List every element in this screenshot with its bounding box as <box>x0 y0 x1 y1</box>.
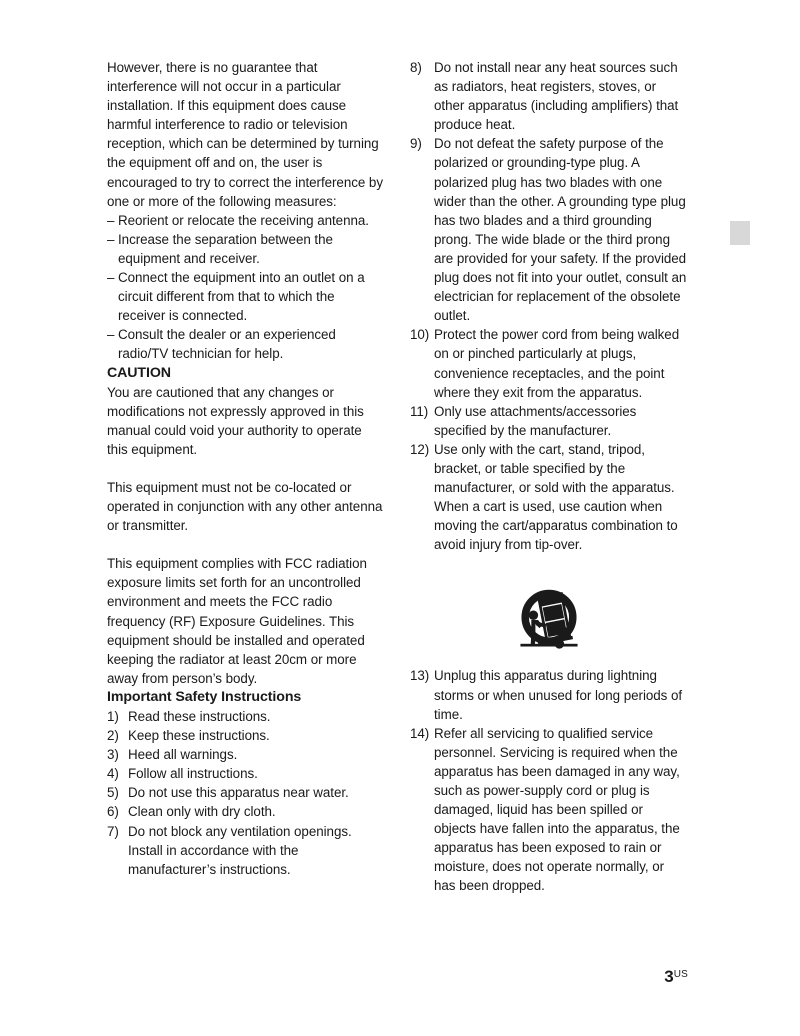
list-item-number: 14) <box>410 725 430 741</box>
page-footer <box>0 964 800 994</box>
list-item <box>107 822 383 879</box>
list-item-text: Use only with the cart, stand, tripod, bracket, or table specified by the manufacturer, or sold with the apparatus. When a cart is used, use caution when moving the cart/apparatus combination to avoid injury from tip-over. <box>434 441 678 553</box>
caution-heading: CAUTION <box>107 364 171 381</box>
portable-cart-tip-over-warning-icon <box>515 586 583 654</box>
list-item <box>107 745 383 764</box>
list-item-text: Do not use this apparatus near water. <box>128 785 349 801</box>
list-item-text: Do not block any ventilation openings. Install in accordance with the manufacturer’s instructions. <box>128 823 352 877</box>
list-item-text: Protect the power cord from being walked on or pinched particularly at plugs, convenience receptacles, and the point where they exit from the apparatus. <box>434 327 680 400</box>
list-item-number: 3) <box>107 747 119 763</box>
dash-bullet: – <box>107 327 115 343</box>
list-item-text: Increase the separation between the equipment and receiver. <box>118 231 333 266</box>
cart-warning-symbol-container <box>410 574 688 666</box>
list-item <box>107 268 383 325</box>
list-item-number: 13) <box>410 668 430 684</box>
list-item-text: Refer all servicing to qualified service personnel. Servicing is required when the apparatus has been damaged in any way, such as power-supply cord or plug is damaged, liquid has been spilled or objects have fallen into the apparatus, the apparatus has been exposed to rain or moisture, does not operate normally, or has been dropped. <box>434 725 680 894</box>
important-safety-instructions-heading: Important Safety Instructions <box>107 688 302 705</box>
list-item <box>410 440 688 555</box>
list-item-text: Connect the equipment into an outlet on a circuit different from that to which the receiver is connected. <box>118 270 365 324</box>
list-item-number: 10) <box>410 327 430 343</box>
dash-bullet: – <box>107 270 115 286</box>
list-item-number: 11) <box>410 403 429 419</box>
page-number-value: 3 <box>664 967 674 986</box>
list-item-number: 5) <box>107 785 119 801</box>
list-item-number: 4) <box>107 766 119 782</box>
list-item <box>410 325 688 401</box>
caution-paragraph-1: You are cautioned that any changes or modifications not expressly approved in this manual could void your authority to operate this equipment. <box>107 384 364 457</box>
list-item <box>107 211 383 230</box>
list-item-text: Reorient or relocate the receiving antenna. <box>118 212 369 228</box>
list-item-text: Unplug this apparatus during lightning storms or when unused for long periods of time. <box>434 668 683 722</box>
list-item-text: Heed all warnings. <box>128 747 238 763</box>
paragraph-spacer <box>107 535 383 554</box>
list-item-number: 7) <box>107 823 119 839</box>
dash-bullet: – <box>107 231 115 247</box>
list-item <box>410 58 688 134</box>
safety-instructions-list-left <box>107 707 383 879</box>
list-item-text: Keep these instructions. <box>128 728 270 744</box>
page-number-region-suffix: US <box>673 969 688 980</box>
list-item <box>107 325 383 363</box>
list-item-text: Do not defeat the safety purpose of the polarized or grounding-type plug. A polarized plug has two blades with one wider than the other. A grounding type plug has two blades and a third grounding prong. The wide blade or the third prong are provided for your safety. If the provided plug does not fit into your outlet, consult an electrician for replacement of the obsolete outlet. <box>434 136 687 324</box>
fcc-measures-list <box>107 211 383 364</box>
list-item-text: Only use attachments/accessories specified by the manufacturer. <box>434 403 637 438</box>
right-column <box>410 58 688 896</box>
list-item-number: 6) <box>107 804 119 820</box>
list-item <box>107 764 383 783</box>
page-number <box>664 964 688 988</box>
list-item-number: 9) <box>410 136 422 152</box>
list-item <box>107 707 383 726</box>
list-item <box>410 402 688 440</box>
list-item <box>107 230 383 268</box>
list-item-text: Consult the dealer or an experienced radio/TV technician for help. <box>118 327 336 362</box>
list-item <box>410 724 688 896</box>
list-item-text: Do not install near any heat sources such as radiators, heat registers, stoves, or other apparatus (including amplifiers) that produce heat. <box>434 60 679 133</box>
caution-paragraph-3: This equipment complies with FCC radiation exposure limits set forth for an uncontrolled environment and meets the FCC radio frequency (RF) Exposure Guidelines. This equipment should be installed and operated keeping the radiator at least 20cm or more away from person’s body. <box>107 556 367 686</box>
list-item-number: 8) <box>410 60 422 75</box>
list-item-number: 12) <box>410 441 430 457</box>
list-item <box>410 666 688 723</box>
list-item-number: 1) <box>107 709 119 724</box>
safety-instructions-list-right-part1 <box>410 58 688 554</box>
left-column <box>107 58 383 879</box>
list-item-text: Clean only with dry cloth. <box>128 804 276 820</box>
dash-bullet: – <box>107 212 115 228</box>
fcc-interference-paragraph: However, there is no guarantee that interference will not occur in a particular installation. If this equipment does cause harmful interference to radio or television reception, which can be determined by turning the equipment off and on, the user is encouraged to try to correct the interference by one or more of the following measures: <box>107 60 383 209</box>
list-item-text: Read these instructions. <box>128 709 271 724</box>
list-item <box>107 802 383 821</box>
list-item <box>107 726 383 745</box>
list-item <box>107 783 383 802</box>
paragraph-spacer <box>107 459 383 478</box>
caution-paragraph-2: This equipment must not be co-located or operated in conjunction with any other antenna or transmitter. <box>107 479 383 534</box>
list-item <box>410 134 688 325</box>
safety-instructions-list-right-part2 <box>410 666 688 895</box>
list-item-text: Follow all instructions. <box>128 766 258 782</box>
list-item-number: 2) <box>107 728 119 744</box>
